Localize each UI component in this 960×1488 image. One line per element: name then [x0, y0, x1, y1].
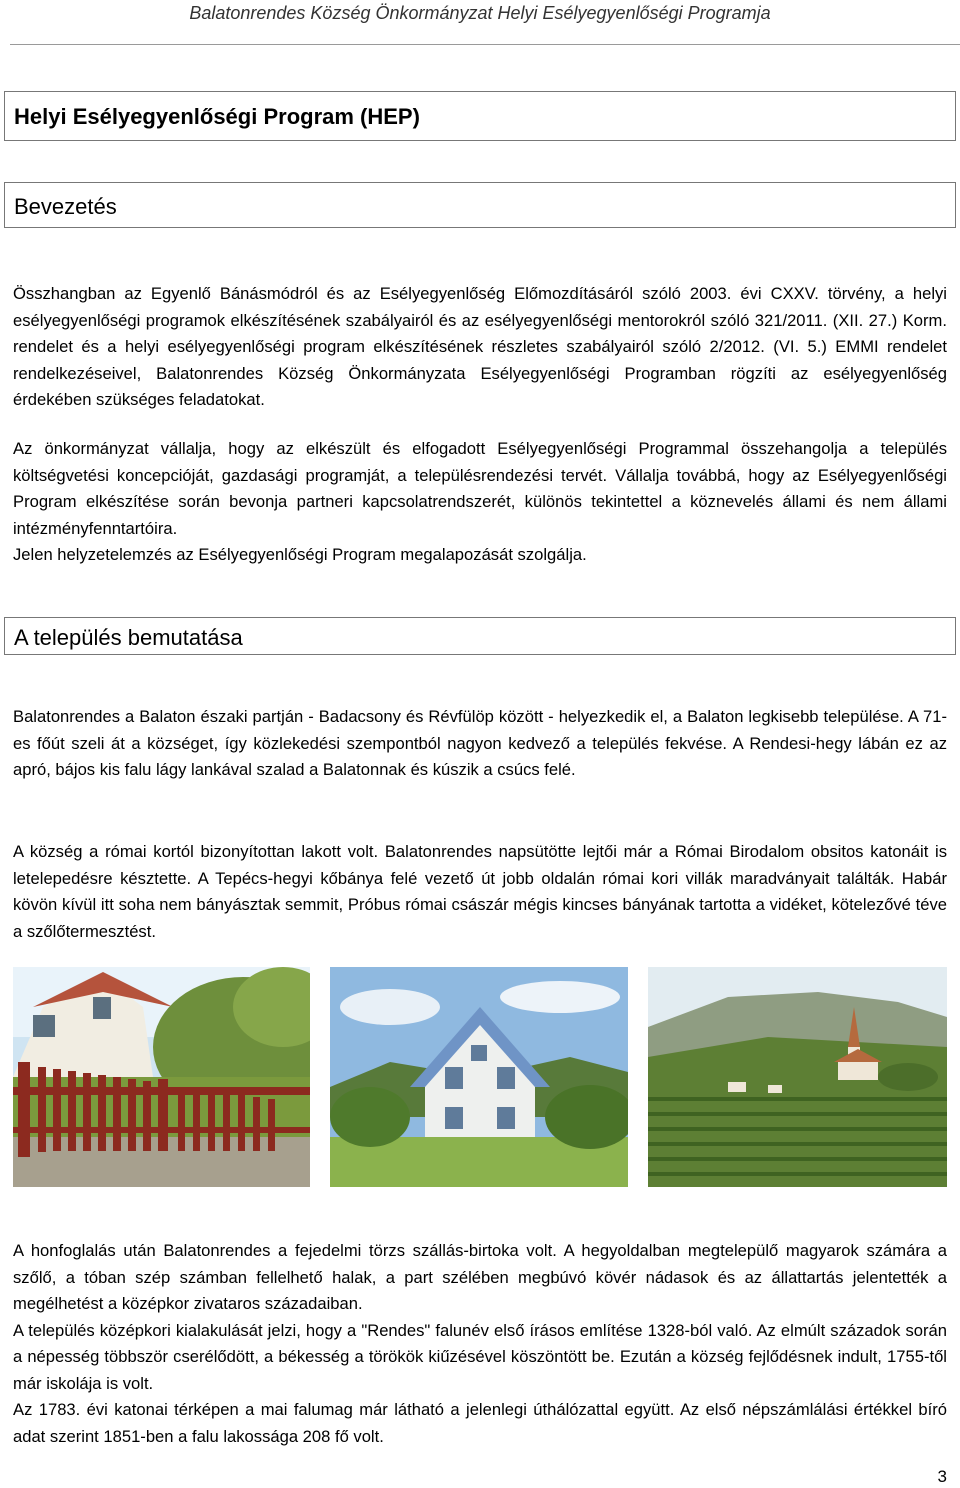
town-heading-box [4, 617, 956, 655]
intro-paragraph-group [13, 436, 947, 569]
town-paragraph-group [13, 1238, 947, 1450]
photo-hillside-chapel [648, 967, 947, 1187]
photo-strip [13, 967, 947, 1187]
running-header: Balatonrendes Község Önkormányzat Helyi Esélyegyenlőségi Programja [189, 3, 771, 23]
intro-paragraph-1: Összhangban az Egyenlő Bánásmódról és az Esélyegyenlőség Előmozdításáról szóló 2003. évi CXXV. törvény, a helyi esélyegyenlőségi programok elkészítésének szabályairól és az esélyegyenlőségi mentorokról szóló 321/2011. (XII. 27.) Korm. rendelet és a helyi esélyegyenlőségi program elkészítésének részletes szabályairól szóló 2/2012. (VI. 5.) EMMI rendelet rendelkezéseivel, Balatonrendes Község Önkormányzata Esélyegyenlőségi Programban rögzíti az esélyegyenlőség érdekében szükséges feladatokat. [13, 284, 947, 409]
header-divider [10, 44, 960, 45]
intro-paragraph-2: Az önkormányzat vállalja, hogy az elkészült és elfogadott Esélyegyenlőségi Programmal összehangolja a település költségvetési koncepcióját, gazdasági programját, a településrendezési tervét. Vállalja továbbá, hogy az Esélyegyenlőségi Program elkészítése során bevonja partneri kapcsolatrendszerét, különös tekintettel a köznevelés állami és nem állami intézményfenntartóira. [13, 439, 947, 538]
title-box [4, 91, 956, 141]
photo-village-house [330, 967, 628, 1187]
intro-heading-box [4, 182, 956, 228]
intro-paragraph-3: Jelen helyzetelemzés az Esélyegyenlőségi Program megalapozását szolgálja. [13, 545, 587, 564]
town-paragraph-3: A honfoglalás után Balatonrendes a fejedelmi törzs szállás-birtoka volt. A hegyoldalban megtelepülő magyarok számára a szőlő, a tóban szép számban fellelhető halak, a part szélében megbúvó kövér nádasok és az állattartás jelentették a megélhetést a középkor zivataros századaiban. [13, 1241, 947, 1313]
town-heading: A település bemutatása [14, 625, 243, 650]
town-paragraph-1: Balatonrendes a Balaton északi partján - Badacsony és Révfülöp között - helyezkedik el, a Balaton legkisebb települése. A 71-es főút szeli át a községet, így közlekedési szempontból nagyon kedvező a település fekvése. A Rendesi-hegy lábán ez az apró, bájos kis falu lágy lankával szalad a Balatonnak és kúszik a csúcs felé. [13, 707, 947, 779]
page-number: 3 [937, 1467, 947, 1486]
town-paragraph-5: Az 1783. évi katonai térképen a mai falumag már látható a jelenlegi úthálózattal együtt. Az első népszámlálási értékkel bíró adat szerint 1851-ben a falu lakossága 208 fő volt. [13, 1400, 947, 1446]
intro-heading: Bevezetés [14, 194, 117, 219]
town-paragraph-4: A település középkori kialakulását jelzi, hogy a "Rendes" falunév első írásos említése 1328-ból való. Az elmúlt századok során a népesség többször cserélődött, a békesség a törökök kiűzésével köszöntött be. Ezután a község fejlődésnek indult, 1755-től már iskolája is volt. [13, 1320, 947, 1393]
town-paragraph-2: A község a római kortól bizonyítottan lakott volt. Balatonrendes napsütötte lejtői már a Római Birodalom obsitos katonáit is letelepedésre késztette. A Tepécs-hegyi kőbánya felé vezető út jobb oldalán római kori villák maradványait találták. Habár kövön kívül itt soha nem bányásztak semmit, Próbus római császár mégis kincses bányának tartotta a vidéket, kötelezővé téve a szőlőtermesztést. [13, 842, 947, 941]
document-title: Helyi Esélyegyenlőségi Program (HEP) [14, 104, 420, 129]
photo-village-gate [13, 967, 310, 1187]
